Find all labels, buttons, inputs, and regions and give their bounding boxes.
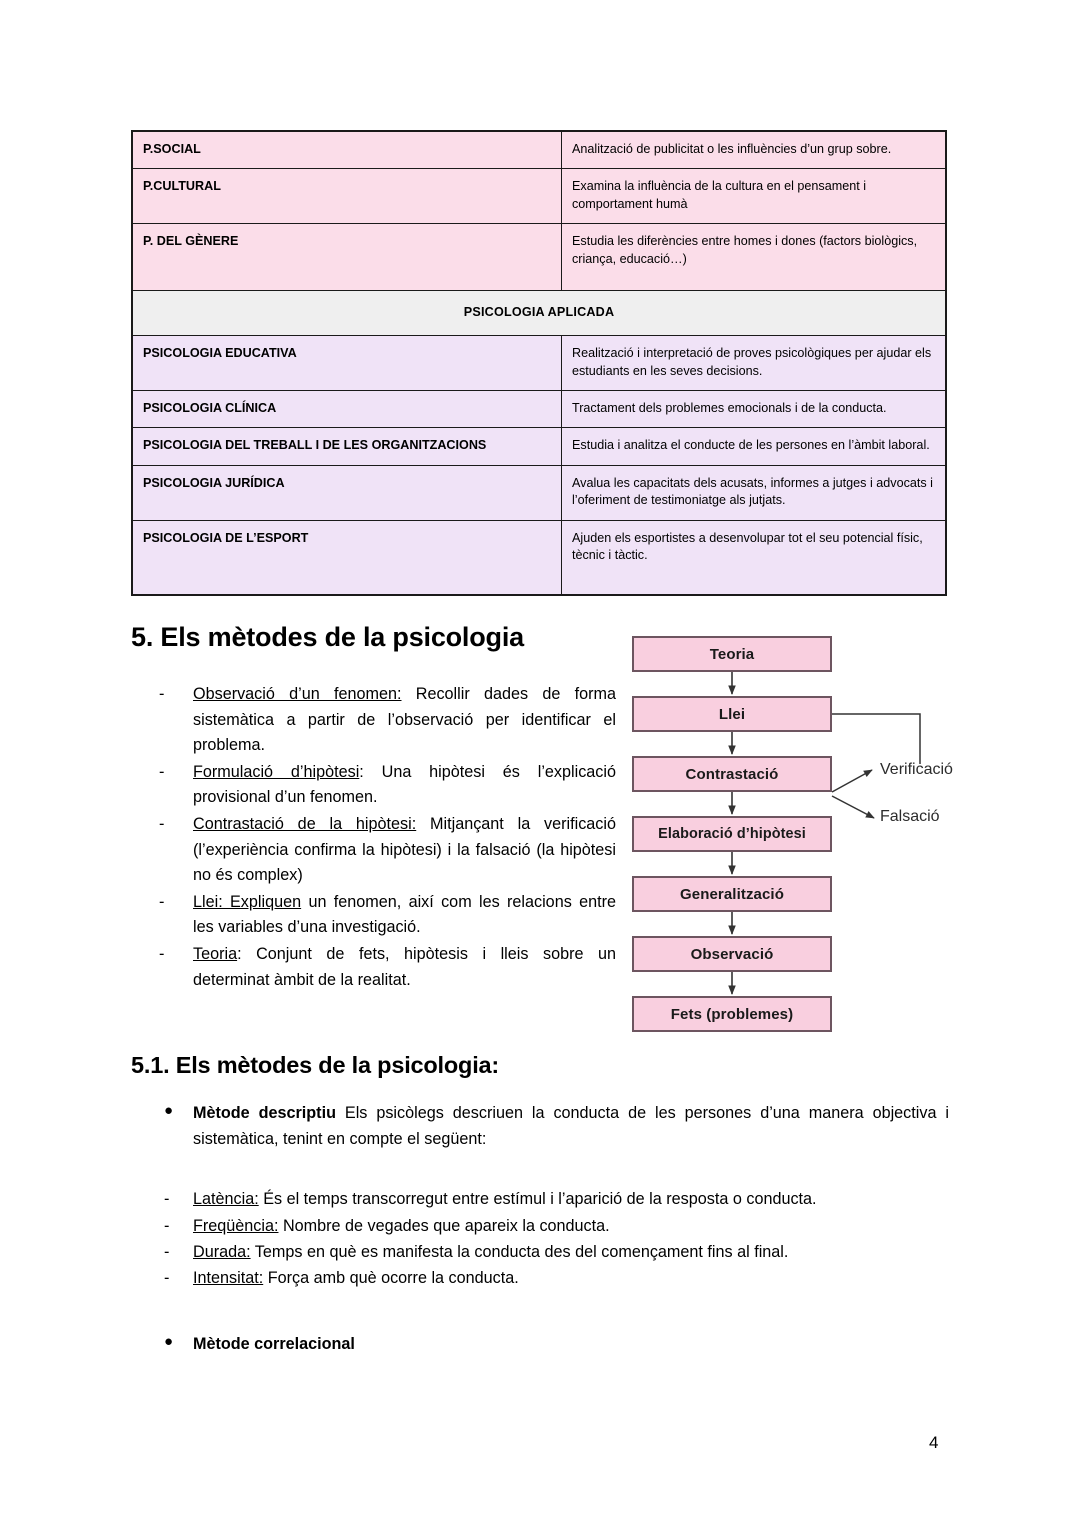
- list-item-text: : Una hipòtesi és l’explicació provisional d’un fenomen.: [193, 762, 616, 807]
- section-5-1-heading: 5.1. Els mètodes de la psicologia:: [131, 1052, 500, 1078]
- section-5-1-content: [131, 1100, 949, 1364]
- table-row: [132, 465, 946, 520]
- list-item: [159, 812, 616, 889]
- table-body: [132, 131, 946, 595]
- table-cell-name: P.CULTURAL: [132, 169, 562, 224]
- table-cell-description: Estudia les diferències entre homes i dones (factors biològics, criança, educació…): [562, 224, 947, 291]
- list-item-text: Mitjançant la verificació (l’experiència confirma la hipòtesi) i la falsació (la hipòtesi no és complex): [193, 814, 616, 885]
- table-cell-description: Analització de publicitat o les influències d’un grup sobre.: [562, 131, 947, 169]
- table-cell-description: Realització i interpretació de proves psicològiques per ajudar els estudiants en les seves decisions.: [562, 336, 947, 391]
- table-row: [132, 428, 946, 465]
- bullet-metode-descriptiu: [131, 1100, 949, 1152]
- flow-label-falsacio: Falsació: [880, 808, 940, 825]
- psychology-branches-table: [131, 130, 947, 596]
- list-item: [131, 1239, 949, 1265]
- flow-box-teoria: Teoria: [632, 636, 832, 672]
- table-cell-name: PSICOLOGIA DEL TREBALL I DE LES ORGANITZACIONS: [132, 428, 562, 465]
- dash-bullet-icon: -: [159, 944, 165, 963]
- flow-box-generalitzacio: Generalització: [632, 876, 832, 912]
- bullet-dot-icon: ●: [164, 1333, 174, 1351]
- table-cell-description: Avalua les capacitats dels acusats, informes a jutges i advocats i l’oferiment de testimoniatge als jutjats.: [562, 465, 947, 520]
- table-section-header: PSICOLOGIA APLICADA: [132, 290, 946, 335]
- list-item-term: Llei: Expliquen: [193, 892, 302, 911]
- dash-bullet-icon: -: [164, 1190, 170, 1209]
- list-item-term: Intensitat:: [193, 1269, 264, 1288]
- list-item: [131, 1186, 949, 1212]
- bullet-dot-icon: ●: [164, 1102, 174, 1119]
- table-row: [132, 290, 946, 335]
- list-item-text: Temps en què es manifesta la conducta des del començament fins al final.: [250, 1242, 789, 1261]
- flow-box-fets-problemes: Fets (problemes): [632, 996, 832, 1032]
- list-item-term: Teoria: [193, 944, 238, 963]
- bullet-text: Els psicòlegs descriuen la conducta de les persones d’una manera objectiva i sistemàtica, tenint en compte el següent:: [193, 1104, 949, 1149]
- dash-bullet-icon: -: [159, 685, 165, 703]
- table-cell-name: P. DEL GÈNERE: [132, 224, 562, 291]
- page-number: 4: [929, 1433, 939, 1452]
- dash-bullet-icon: -: [164, 1216, 170, 1235]
- list-item: [159, 760, 616, 811]
- list-item: [159, 890, 616, 941]
- bullet-term: Mètode descriptiu: [193, 1104, 336, 1122]
- list-item: [159, 682, 616, 759]
- table-cell-description: Examina la influència de la cultura en el pensament i comportament humà: [562, 169, 947, 224]
- table-row: [132, 336, 946, 391]
- table-cell-description: Tractament dels problemes emocionals i de la conducta.: [562, 391, 947, 428]
- section-5-heading: 5. Els mètodes de la psicologia: [131, 622, 524, 652]
- list-item-text: : Conjunt de fets, hipòtesis i lleis sobre un determinat àmbit de la realitat.: [193, 944, 616, 989]
- table-row: [132, 224, 946, 291]
- list-item: [159, 942, 616, 993]
- dash-bullet-icon: -: [164, 1242, 170, 1261]
- list-item-term: Formulació d’hipòtesi: [193, 762, 360, 781]
- table-row: [132, 131, 946, 169]
- bullet-term: Mètode correlacional: [193, 1335, 355, 1354]
- dash-bullet-icon: -: [159, 762, 165, 781]
- table-cell-name: PSICOLOGIA DE L’ESPORT: [132, 520, 562, 595]
- list-item-text: un fenomen, així com les relacions entre les variables d’una investigació.: [193, 892, 617, 937]
- list-item-text: Recollir dades de forma sistemàtica a partir de l’observació per identificar el problema.: [193, 685, 616, 755]
- section-5-list: [159, 682, 616, 994]
- table-cell-name: PSICOLOGIA EDUCATIVA: [132, 336, 562, 391]
- scientific-method-flowchart: [624, 636, 980, 1066]
- table-cell-name: PSICOLOGIA JURÍDICA: [132, 465, 562, 520]
- table-cell-name: PSICOLOGIA CLÍNICA: [132, 391, 562, 428]
- list-item-term: Latència:: [193, 1190, 259, 1209]
- flow-box-contrastacio: Contrastació: [632, 756, 832, 792]
- dash-bullet-icon: -: [159, 814, 165, 833]
- flow-box-elaboracio-hipotesi: Elaboració d’hipòtesi: [632, 816, 832, 852]
- flow-box-llei: Llei: [632, 696, 832, 732]
- list-item: [131, 1265, 949, 1291]
- dash-bullet-icon: -: [164, 1269, 170, 1288]
- flow-box-observacio: Observació: [632, 936, 832, 972]
- table-row: [132, 169, 946, 224]
- list-item-text: És el temps transcorregut entre estímul i l’aparició de la resposta o conducta.: [258, 1190, 817, 1209]
- table-row: [132, 520, 946, 595]
- flow-label-verificacio: Verificació: [880, 761, 953, 778]
- list-item-term: Observació d’un fenomen:: [193, 685, 402, 703]
- table-cell-name: P.SOCIAL: [132, 131, 562, 169]
- bullet-metode-correlacional: [131, 1331, 949, 1357]
- list-item-term: Contrastació de la hipòtesi:: [193, 814, 417, 833]
- list-item-term: Durada:: [193, 1242, 251, 1261]
- section-5-1-dash-list: [131, 1186, 949, 1291]
- list-item: [131, 1213, 949, 1239]
- list-item-text: Nombre de vegades que apareix la conducta.: [278, 1216, 610, 1235]
- list-item-text: Força amb què ocorre la conducta.: [263, 1269, 519, 1288]
- table-row: [132, 391, 946, 428]
- table-cell-description: Ajuden els esportistes a desenvolupar tot el seu potencial físic, tècnic i tàctic.: [562, 520, 947, 595]
- dash-bullet-icon: -: [159, 892, 165, 911]
- list-item-term: Freqüència:: [193, 1216, 279, 1235]
- table-cell-description: Estudia i analitza el conducte de les persones en l’àmbit laboral.: [562, 428, 947, 465]
